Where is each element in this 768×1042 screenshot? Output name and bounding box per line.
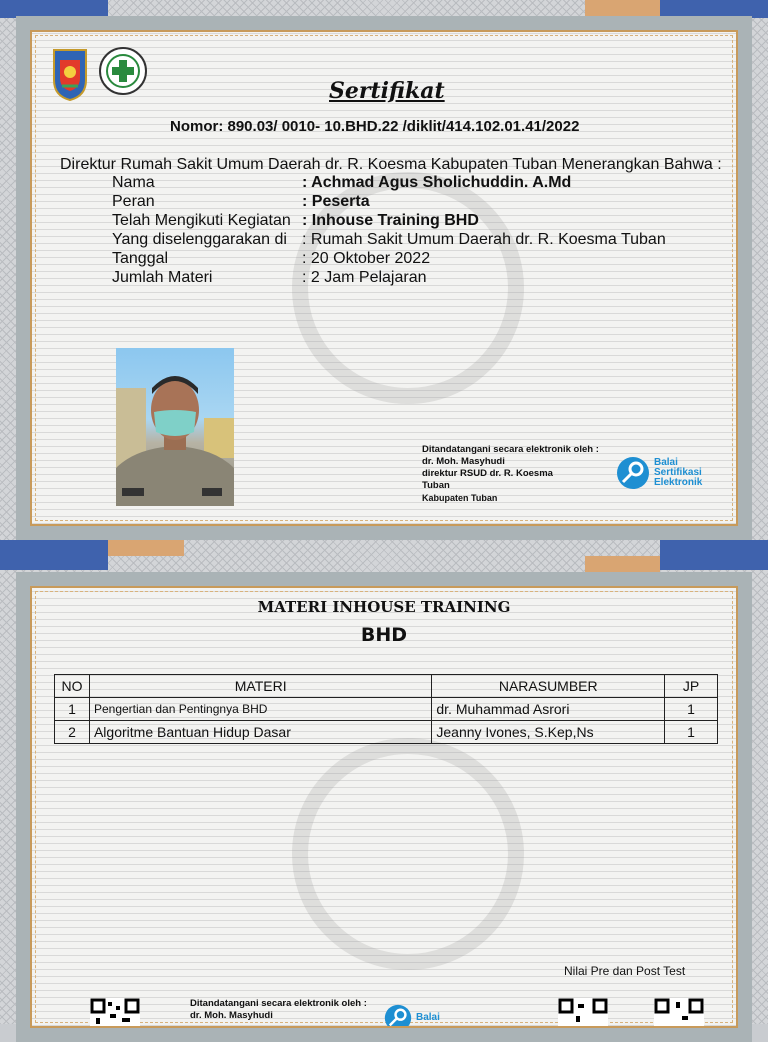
materi-card xyxy=(16,572,752,1042)
certificate-intro: Direktur Rumah Sakit Umum Daerah dr. R. Koesma Kabupaten Tuban Menerangkan Bahwa : xyxy=(60,156,722,173)
deco-block-blue-ml xyxy=(0,540,108,570)
signature2-line-1: Ditandatangani secara elektronik oleh : xyxy=(190,998,367,1009)
signature-line-1: Ditandatangani secara elektronik oleh : xyxy=(422,444,599,455)
cell-materi: Algoritme Bantuan Hidup Dasar xyxy=(89,721,431,744)
bsre-text-2: Sertifikasi xyxy=(654,467,702,478)
nilai-label: Nilai Pre dan Post Test xyxy=(564,964,686,978)
watermark-emblem-2 xyxy=(292,738,524,970)
value-tanggal: : 20 Oktober 2022 xyxy=(302,250,431,267)
label-peran: Peran xyxy=(112,193,155,210)
value-kegiatan: : Inhouse Training BHD xyxy=(302,212,479,229)
certificate-number: Nomor: 890.03/ 0010- 10.BHD.22 /diklit/414.102.01.41/2022 xyxy=(170,118,580,135)
cell-jp: 1 xyxy=(665,721,718,744)
header-no: NO xyxy=(55,675,90,698)
cell-narasumber: Jeanny Ivones, S.Kep,Ns xyxy=(432,721,665,744)
participant-photo xyxy=(116,348,234,506)
label-tanggal: Tanggal xyxy=(112,250,169,267)
value-jumlah-materi: : 2 Jam Pelajaran xyxy=(302,269,427,286)
signature-block xyxy=(422,444,602,504)
label-kegiatan: Telah Mengikuti Kegiatan xyxy=(112,212,291,229)
materi-title: MATERI INHOUSE TRAINING xyxy=(257,598,511,616)
bsre-logo-2 xyxy=(384,1004,440,1028)
table-header-row xyxy=(55,675,718,698)
certificate-card xyxy=(16,16,752,540)
bsre-icon xyxy=(384,1004,412,1028)
signature2-line-2: dr. Moh. Masyhudi xyxy=(190,1010,273,1021)
materi-paper xyxy=(30,586,738,1028)
signature-line-4: Tuban xyxy=(422,480,450,491)
header-narasumber: NARASUMBER xyxy=(432,675,665,698)
value-peran: : Peserta xyxy=(302,193,370,210)
signature-line-3: direktur RSUD dr. R. Koesma xyxy=(422,468,553,479)
table-row xyxy=(55,721,718,744)
hospital-logo xyxy=(98,46,148,96)
materi-subtitle: BHD xyxy=(360,624,408,646)
signature-line-5: Kabupaten Tuban xyxy=(422,493,498,503)
bsre-text-3: Elektronik xyxy=(654,477,703,488)
certificate-title: Sertifikat xyxy=(329,78,445,104)
table-row xyxy=(55,698,718,721)
label-nama: Nama xyxy=(112,174,155,191)
deco-block-blue-mr xyxy=(660,540,768,570)
header-jp: JP xyxy=(665,675,718,698)
signature-block-2 xyxy=(190,998,390,1022)
cell-no: 1 xyxy=(55,698,90,721)
label-jumlah-materi: Jumlah Materi xyxy=(112,269,213,286)
materi-table xyxy=(54,674,718,744)
value-nama: : Achmad Agus Sholichuddin. A.Md xyxy=(302,174,572,191)
deco-block-tan-ml xyxy=(108,540,184,556)
bsre-icon xyxy=(616,456,650,490)
cell-narasumber: dr. Muhammad Asrori xyxy=(432,698,665,721)
tuban-regency-logo xyxy=(50,46,90,102)
deco-block-tan-mr xyxy=(585,556,660,572)
cell-no: 2 xyxy=(55,721,90,744)
value-penyelenggara: : Rumah Sakit Umum Daerah dr. R. Koesma Tuban xyxy=(302,231,666,248)
certificate-paper xyxy=(30,30,738,526)
bsre-text-1: Balai xyxy=(654,457,678,468)
label-penyelenggara: Yang diselenggarakan di xyxy=(112,231,287,248)
header-materi: MATERI xyxy=(89,675,431,698)
cell-jp: 1 xyxy=(665,698,718,721)
signature-line-2: dr. Moh. Masyhudi xyxy=(422,456,505,467)
cell-materi: Pengertian dan Pentingnya BHD xyxy=(89,698,431,721)
bsre2-text-1: Balai xyxy=(416,1012,440,1023)
bsre-logo xyxy=(616,456,702,490)
